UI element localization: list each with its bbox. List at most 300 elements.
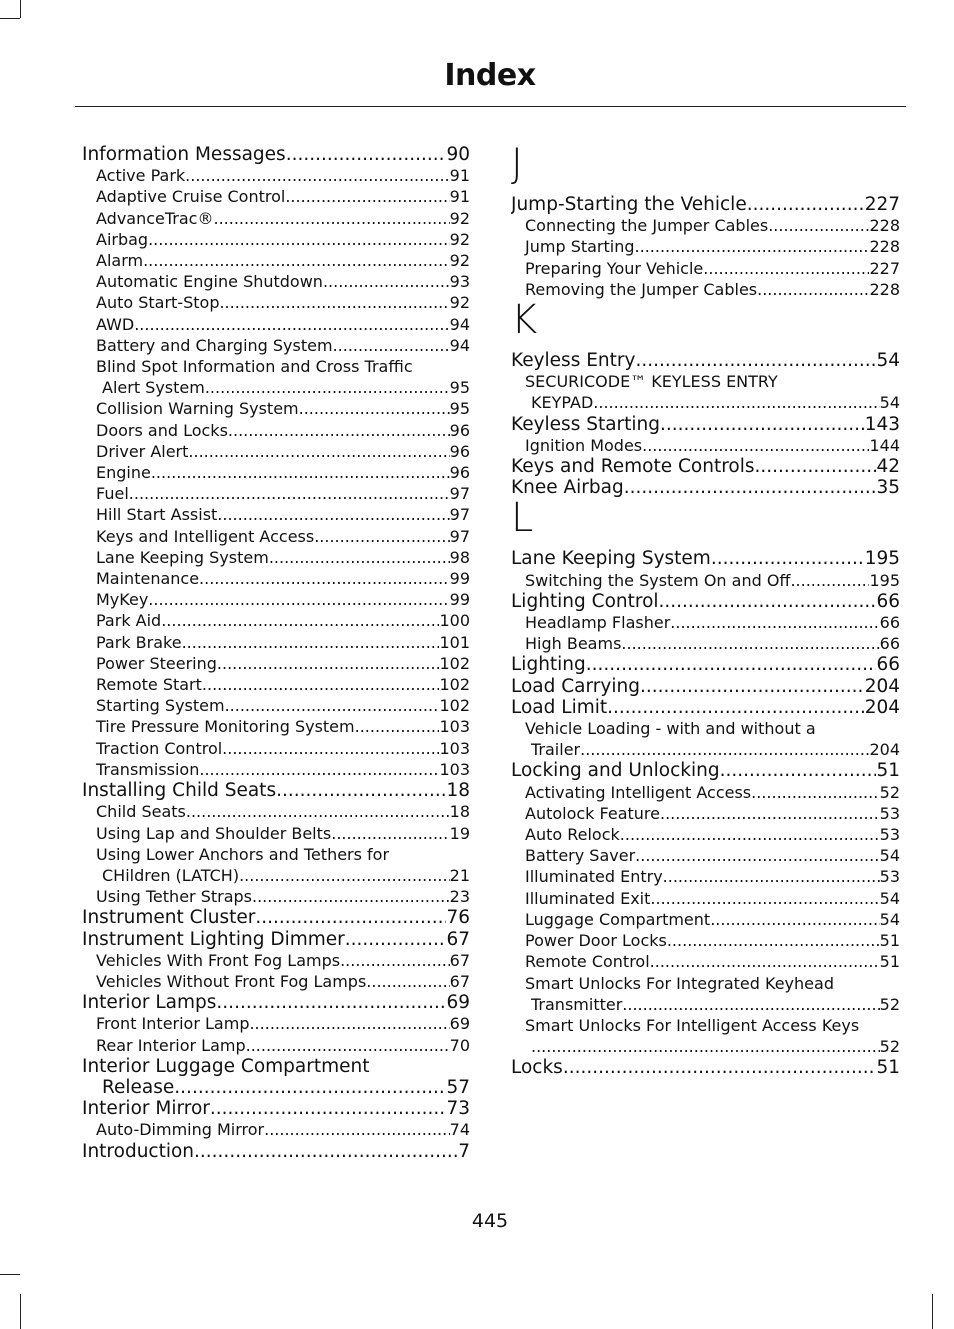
dot-leader bbox=[345, 929, 447, 950]
dot-leader bbox=[151, 462, 450, 483]
dot-leader bbox=[249, 1013, 449, 1034]
index-entry bbox=[82, 823, 470, 844]
entry-label: High Beams bbox=[525, 634, 622, 654]
title-divider bbox=[75, 106, 906, 107]
entry-page: 103 bbox=[439, 717, 470, 737]
entry-page: 101 bbox=[439, 632, 470, 652]
index-entry bbox=[511, 739, 900, 760]
dot-leader bbox=[667, 930, 880, 951]
entry-label: Instrument Lighting Dimmer bbox=[82, 928, 345, 950]
dot-leader bbox=[703, 258, 869, 279]
entry-page: 103 bbox=[439, 738, 470, 758]
entry-label: Locks bbox=[511, 1057, 563, 1079]
section-letter: K bbox=[511, 297, 538, 344]
entry-page: 23 bbox=[449, 887, 470, 907]
entry-page: 227 bbox=[869, 258, 900, 278]
entry-label: AdvanceTrac® bbox=[96, 208, 214, 228]
entry-page: 92 bbox=[449, 293, 470, 313]
entry-page: 69 bbox=[446, 992, 470, 1014]
dot-leader bbox=[205, 377, 450, 398]
entry-label: Park Brake bbox=[96, 632, 182, 652]
dot-leader bbox=[333, 335, 450, 356]
entry-label: Collision Warning System bbox=[96, 399, 299, 419]
entry-page: 95 bbox=[449, 378, 470, 398]
entry-label: Lighting bbox=[511, 654, 586, 676]
entry-page: 143 bbox=[864, 413, 900, 435]
index-entry bbox=[82, 441, 470, 462]
crop-mark bbox=[932, 1294, 933, 1329]
dot-leader bbox=[228, 420, 450, 441]
index-entry bbox=[82, 738, 470, 759]
entry-page: 51 bbox=[879, 931, 900, 951]
dot-leader bbox=[660, 414, 865, 435]
index-entry bbox=[82, 695, 470, 716]
index-entry bbox=[82, 314, 470, 335]
index-entry bbox=[511, 697, 900, 718]
entry-page: 227 bbox=[864, 194, 900, 215]
dot-leader bbox=[255, 907, 446, 928]
entry-page: 228 bbox=[869, 279, 900, 299]
entry-label: CHildren (LATCH) bbox=[102, 865, 240, 885]
dot-leader bbox=[185, 165, 449, 186]
dot-leader bbox=[199, 568, 450, 589]
index-entry bbox=[511, 824, 900, 845]
dot-leader bbox=[620, 824, 880, 845]
entry-label: Remote Control bbox=[525, 952, 650, 972]
entry-label: Release bbox=[102, 1076, 175, 1098]
index-entry bbox=[82, 165, 470, 186]
index-entry bbox=[511, 888, 900, 909]
dot-leader bbox=[640, 676, 865, 697]
dot-leader bbox=[210, 1098, 447, 1119]
index-entry bbox=[82, 483, 470, 504]
index-entry bbox=[511, 456, 900, 477]
entry-label: Load Limit bbox=[511, 696, 608, 718]
entry-page: 99 bbox=[449, 590, 470, 610]
dot-leader bbox=[670, 612, 879, 633]
entry-page: 53 bbox=[879, 825, 900, 845]
dot-leader bbox=[711, 548, 865, 569]
dot-leader bbox=[624, 477, 877, 498]
entry-label: Trailer bbox=[531, 740, 581, 760]
entry-label: Knee Airbag bbox=[511, 477, 624, 499]
page-number: 445 bbox=[471, 1210, 509, 1232]
entry-page: 204 bbox=[869, 740, 900, 760]
index-entry bbox=[82, 653, 470, 674]
index-entry bbox=[82, 144, 470, 165]
entry-page: 98 bbox=[449, 547, 470, 567]
entry-page: 74 bbox=[449, 1120, 470, 1140]
index-entry bbox=[511, 591, 900, 612]
dot-leader bbox=[720, 760, 877, 781]
dot-leader bbox=[607, 697, 865, 718]
dot-leader bbox=[225, 695, 440, 716]
index-entry bbox=[511, 760, 900, 781]
entry-page: 18 bbox=[446, 780, 470, 802]
entry-label: Auto-Dimming Mirror bbox=[96, 1120, 265, 1140]
index-entry bbox=[82, 462, 470, 483]
entry-page: 51 bbox=[876, 760, 900, 782]
index-entry bbox=[511, 215, 900, 236]
index-entry bbox=[82, 1141, 470, 1162]
index-entry bbox=[511, 612, 900, 633]
dot-leader bbox=[276, 780, 446, 801]
index-entry bbox=[82, 420, 470, 441]
entry-label-line: Smart Unlocks For Integrated Keyhead bbox=[525, 973, 834, 993]
entry-page: 67 bbox=[449, 971, 470, 991]
dot-leader bbox=[148, 589, 449, 610]
index-entry bbox=[82, 589, 470, 610]
index-entry bbox=[511, 477, 900, 498]
index-entry bbox=[511, 1036, 900, 1057]
entry-page: 54 bbox=[879, 888, 900, 908]
dot-leader bbox=[134, 314, 449, 335]
dot-leader bbox=[323, 271, 450, 292]
entry-page: 21 bbox=[449, 865, 470, 885]
dot-leader bbox=[751, 782, 880, 803]
entry-page: 54 bbox=[876, 350, 900, 372]
dot-leader bbox=[299, 398, 450, 419]
dot-leader bbox=[239, 865, 450, 886]
entry-label-line: SECURICODE™ KEYLESS ENTRY bbox=[525, 372, 778, 392]
dot-leader bbox=[286, 144, 447, 165]
entry-label: Locking and Unlocking bbox=[511, 760, 720, 782]
dot-leader bbox=[129, 483, 450, 504]
entry-page: 96 bbox=[449, 441, 470, 461]
entry-page: 96 bbox=[449, 463, 470, 483]
dot-leader bbox=[635, 236, 870, 257]
entry-page: 52 bbox=[879, 1037, 900, 1057]
dot-leader bbox=[148, 229, 450, 250]
dot-leader bbox=[531, 1036, 880, 1057]
dot-leader bbox=[747, 194, 865, 215]
entry-label-line: Smart Unlocks For Intelligent Access Keys bbox=[525, 1015, 860, 1035]
index-entry bbox=[511, 845, 900, 866]
index-entry bbox=[511, 258, 900, 279]
index-entry bbox=[511, 392, 900, 413]
dot-leader bbox=[660, 803, 880, 824]
entry-label: Introduction bbox=[82, 1140, 195, 1162]
entry-page: 66 bbox=[876, 654, 900, 676]
entry-page: 92 bbox=[449, 229, 470, 249]
entry-label: Autolock Feature bbox=[525, 803, 660, 823]
entry-page: 94 bbox=[449, 335, 470, 355]
entry-label: Installing Child Seats bbox=[82, 780, 277, 802]
entry-page: 67 bbox=[449, 950, 470, 970]
dot-leader bbox=[650, 888, 879, 909]
index-entry bbox=[82, 250, 470, 271]
index-entry bbox=[82, 292, 470, 313]
dot-leader bbox=[202, 674, 440, 695]
dot-leader bbox=[186, 801, 450, 822]
entry-label: Keys and Intelligent Access bbox=[96, 526, 315, 546]
entry-page: 19 bbox=[449, 823, 470, 843]
entry-page: 76 bbox=[446, 907, 470, 929]
entry-label: Tire Pressure Monitoring System bbox=[96, 717, 355, 737]
entry-page: 70 bbox=[449, 1035, 470, 1055]
entry-page: 204 bbox=[864, 675, 900, 697]
entry-label: Vehicles Without Front Fog Lamps bbox=[96, 971, 367, 991]
entry-label: Fuel bbox=[96, 484, 129, 504]
dot-leader bbox=[593, 392, 879, 413]
index-entry bbox=[82, 929, 470, 950]
dot-leader bbox=[199, 759, 439, 780]
entry-label: Load Carrying bbox=[511, 675, 640, 697]
index-column-left bbox=[82, 144, 470, 1162]
entry-label: Engine bbox=[96, 463, 151, 483]
entry-page: 69 bbox=[449, 1014, 470, 1034]
dot-leader bbox=[642, 435, 869, 456]
section-letter: L bbox=[511, 495, 534, 542]
entry-label: Interior Lamps bbox=[82, 992, 217, 1014]
entry-label: Preparing Your Vehicle bbox=[525, 258, 704, 278]
entry-page: 144 bbox=[869, 435, 900, 455]
dot-leader bbox=[580, 739, 869, 760]
dot-leader bbox=[710, 909, 879, 930]
entry-label: Activating Intelligent Access bbox=[525, 782, 752, 802]
index-entry bbox=[82, 568, 470, 589]
index-entry bbox=[511, 909, 900, 930]
entry-page: 53 bbox=[879, 867, 900, 887]
entry-page: 91 bbox=[449, 166, 470, 186]
entry-page: 35 bbox=[876, 477, 900, 499]
crop-mark bbox=[0, 18, 20, 19]
entry-page: 96 bbox=[449, 420, 470, 440]
index-entry bbox=[82, 229, 470, 250]
entry-label: Battery Saver bbox=[525, 846, 636, 866]
dot-leader bbox=[264, 1119, 450, 1140]
dot-leader bbox=[217, 504, 449, 525]
dot-leader bbox=[650, 951, 880, 972]
entry-page: 54 bbox=[879, 393, 900, 413]
entry-page: 195 bbox=[864, 548, 900, 570]
entry-label: Jump-Starting the Vehicle bbox=[511, 194, 747, 215]
entry-page: 52 bbox=[879, 994, 900, 1014]
entry-page: 7 bbox=[458, 1140, 470, 1162]
dot-leader bbox=[635, 845, 879, 866]
dot-leader bbox=[586, 654, 877, 675]
entry-label: Transmission bbox=[96, 759, 200, 779]
index-entry bbox=[511, 1057, 900, 1078]
entry-label: Front Interior Lamp bbox=[96, 1014, 250, 1034]
dot-leader bbox=[659, 591, 877, 612]
index-entry bbox=[82, 1013, 470, 1034]
index-entry bbox=[82, 632, 470, 653]
index-entry bbox=[82, 801, 470, 822]
entry-label: Keyless Starting bbox=[511, 413, 661, 435]
entry-page: 102 bbox=[439, 653, 470, 673]
entry-label-line: Interior Luggage Compartment bbox=[82, 1055, 370, 1077]
entry-label: Headlamp Flasher bbox=[525, 613, 671, 633]
entry-page: 228 bbox=[869, 237, 900, 257]
entry-label: Interior Mirror bbox=[82, 1098, 210, 1120]
entry-page: 90 bbox=[446, 144, 470, 165]
index-entry bbox=[82, 547, 470, 568]
index-entry bbox=[511, 633, 900, 654]
index-entry bbox=[82, 971, 470, 992]
index-entry bbox=[511, 279, 900, 300]
index-entry bbox=[82, 865, 470, 886]
index-entry bbox=[82, 526, 470, 547]
index-entry bbox=[511, 414, 900, 435]
entry-label: Maintenance bbox=[96, 569, 200, 589]
dot-leader bbox=[663, 866, 880, 887]
entry-page: 18 bbox=[449, 802, 470, 822]
entry-page: 100 bbox=[439, 611, 470, 631]
dot-leader bbox=[340, 950, 450, 971]
entry-label: Illuminated Entry bbox=[525, 867, 663, 887]
dot-leader bbox=[174, 1077, 446, 1098]
entry-label: Switching the System On and Off bbox=[525, 570, 791, 590]
index-entry bbox=[82, 271, 470, 292]
entry-page: 204 bbox=[864, 696, 900, 718]
entry-label: Alert System bbox=[102, 378, 205, 398]
entry-page: 195 bbox=[869, 570, 900, 590]
dot-leader bbox=[563, 1057, 877, 1078]
entry-label: Jump Starting bbox=[525, 237, 635, 257]
index-entry bbox=[82, 716, 470, 737]
entry-label: Power Steering bbox=[96, 653, 217, 673]
entry-label: AWD bbox=[96, 314, 135, 334]
dot-leader bbox=[219, 292, 449, 313]
entry-page: 92 bbox=[449, 251, 470, 271]
index-entry bbox=[511, 930, 900, 951]
entry-label: Vehicles With Front Fog Lamps bbox=[96, 950, 341, 970]
crop-mark bbox=[0, 1274, 20, 1275]
index-entry bbox=[82, 610, 470, 631]
index-entry bbox=[82, 208, 470, 229]
index-entry bbox=[511, 803, 900, 824]
dot-leader bbox=[222, 738, 439, 759]
entry-page: 99 bbox=[449, 569, 470, 589]
dot-leader bbox=[182, 632, 440, 653]
entry-label: Child Seats bbox=[96, 802, 186, 822]
dot-leader bbox=[757, 279, 869, 300]
entry-page: 51 bbox=[876, 1057, 900, 1079]
index-entry bbox=[511, 194, 900, 215]
entry-page: 54 bbox=[879, 909, 900, 929]
entry-label: Lane Keeping System bbox=[511, 548, 711, 570]
entry-label: Driver Alert bbox=[96, 441, 189, 461]
dot-leader bbox=[143, 250, 450, 271]
entry-page: 67 bbox=[446, 928, 470, 950]
index-entry bbox=[82, 992, 470, 1013]
index-entry bbox=[82, 886, 470, 907]
index-entry bbox=[82, 335, 470, 356]
entry-page: 66 bbox=[879, 613, 900, 633]
index-entry bbox=[511, 435, 900, 456]
dot-leader bbox=[269, 547, 450, 568]
dot-leader bbox=[216, 992, 446, 1013]
index-entry bbox=[82, 186, 470, 207]
entry-label: Airbag bbox=[96, 229, 149, 249]
entry-label: Transmitter bbox=[531, 994, 623, 1014]
entry-page: 52 bbox=[879, 782, 900, 802]
index-entry bbox=[511, 236, 900, 257]
index-entry bbox=[82, 398, 470, 419]
dot-leader bbox=[355, 716, 440, 737]
entry-label: Ignition Modes bbox=[525, 435, 643, 455]
entry-label: Auto Start-Stop bbox=[96, 293, 220, 313]
page-title: Index bbox=[444, 58, 536, 93]
dot-leader bbox=[213, 208, 449, 229]
index-entry bbox=[82, 759, 470, 780]
index-entry bbox=[511, 676, 900, 697]
dot-leader bbox=[768, 215, 869, 236]
crop-mark bbox=[20, 0, 21, 18]
dot-leader bbox=[331, 823, 449, 844]
entry-label: Remote Start bbox=[96, 675, 202, 695]
entry-page: 66 bbox=[879, 634, 900, 654]
dot-leader bbox=[790, 570, 869, 591]
entry-label: Connecting the Jumper Cables bbox=[525, 216, 769, 236]
index-entry bbox=[511, 570, 900, 591]
entry-label: Illuminated Exit bbox=[525, 888, 651, 908]
entry-label: Park Aid bbox=[96, 611, 162, 631]
entry-label: Instrument Cluster bbox=[82, 907, 256, 929]
index-entry bbox=[511, 994, 900, 1015]
entry-label: Hill Start Assist bbox=[96, 505, 218, 525]
index-entry bbox=[82, 1119, 470, 1140]
index-entry bbox=[511, 548, 900, 569]
index-entry bbox=[511, 951, 900, 972]
index-entry bbox=[82, 1035, 470, 1056]
entry-page: 73 bbox=[446, 1098, 470, 1120]
entry-page: 93 bbox=[449, 272, 470, 292]
entry-label: Active Park bbox=[96, 166, 186, 186]
entry-label: Doors and Locks bbox=[96, 420, 228, 440]
entry-label: Alarm bbox=[96, 251, 144, 271]
dot-leader bbox=[188, 441, 449, 462]
dot-leader bbox=[635, 350, 876, 371]
entry-page: 97 bbox=[449, 484, 470, 504]
dot-leader bbox=[622, 994, 879, 1015]
dot-leader bbox=[217, 653, 440, 674]
entry-page: 66 bbox=[876, 590, 900, 612]
index-entry bbox=[82, 907, 470, 928]
entry-label: Lighting Control bbox=[511, 590, 659, 612]
entry-label-line: Using Lower Anchors and Tethers for bbox=[96, 844, 390, 864]
entry-label: Lane Keeping System bbox=[96, 547, 269, 567]
entry-label: Traction Control bbox=[96, 738, 223, 758]
entry-label: Battery and Charging System bbox=[96, 335, 333, 355]
entry-page: 57 bbox=[446, 1076, 470, 1098]
entry-page: 92 bbox=[449, 208, 470, 228]
entry-page: 94 bbox=[449, 314, 470, 334]
entry-page: 95 bbox=[449, 399, 470, 419]
dot-leader bbox=[366, 971, 449, 992]
entry-label: Rear Interior Lamp bbox=[96, 1035, 246, 1055]
entry-label: Using Lap and Shoulder Belts bbox=[96, 823, 332, 843]
index-entry bbox=[82, 1098, 470, 1119]
entry-page: 102 bbox=[439, 675, 470, 695]
entry-label: Removing the Jumper Cables bbox=[525, 279, 758, 299]
entry-page: 51 bbox=[879, 952, 900, 972]
entry-label: Keys and Remote Controls bbox=[511, 456, 755, 478]
section-letter: J bbox=[511, 141, 523, 187]
entry-page: 97 bbox=[449, 526, 470, 546]
dot-leader bbox=[621, 633, 879, 654]
dot-leader bbox=[314, 526, 449, 547]
entry-page: 91 bbox=[449, 187, 470, 207]
index-entry bbox=[82, 504, 470, 525]
entry-page: 102 bbox=[439, 696, 470, 716]
index-entry bbox=[82, 377, 470, 398]
entry-label-line: Blind Spot Information and Cross Traffic bbox=[96, 357, 413, 377]
dot-leader bbox=[194, 1141, 458, 1162]
entry-label: Power Door Locks bbox=[525, 931, 667, 951]
index-entry bbox=[511, 654, 900, 675]
